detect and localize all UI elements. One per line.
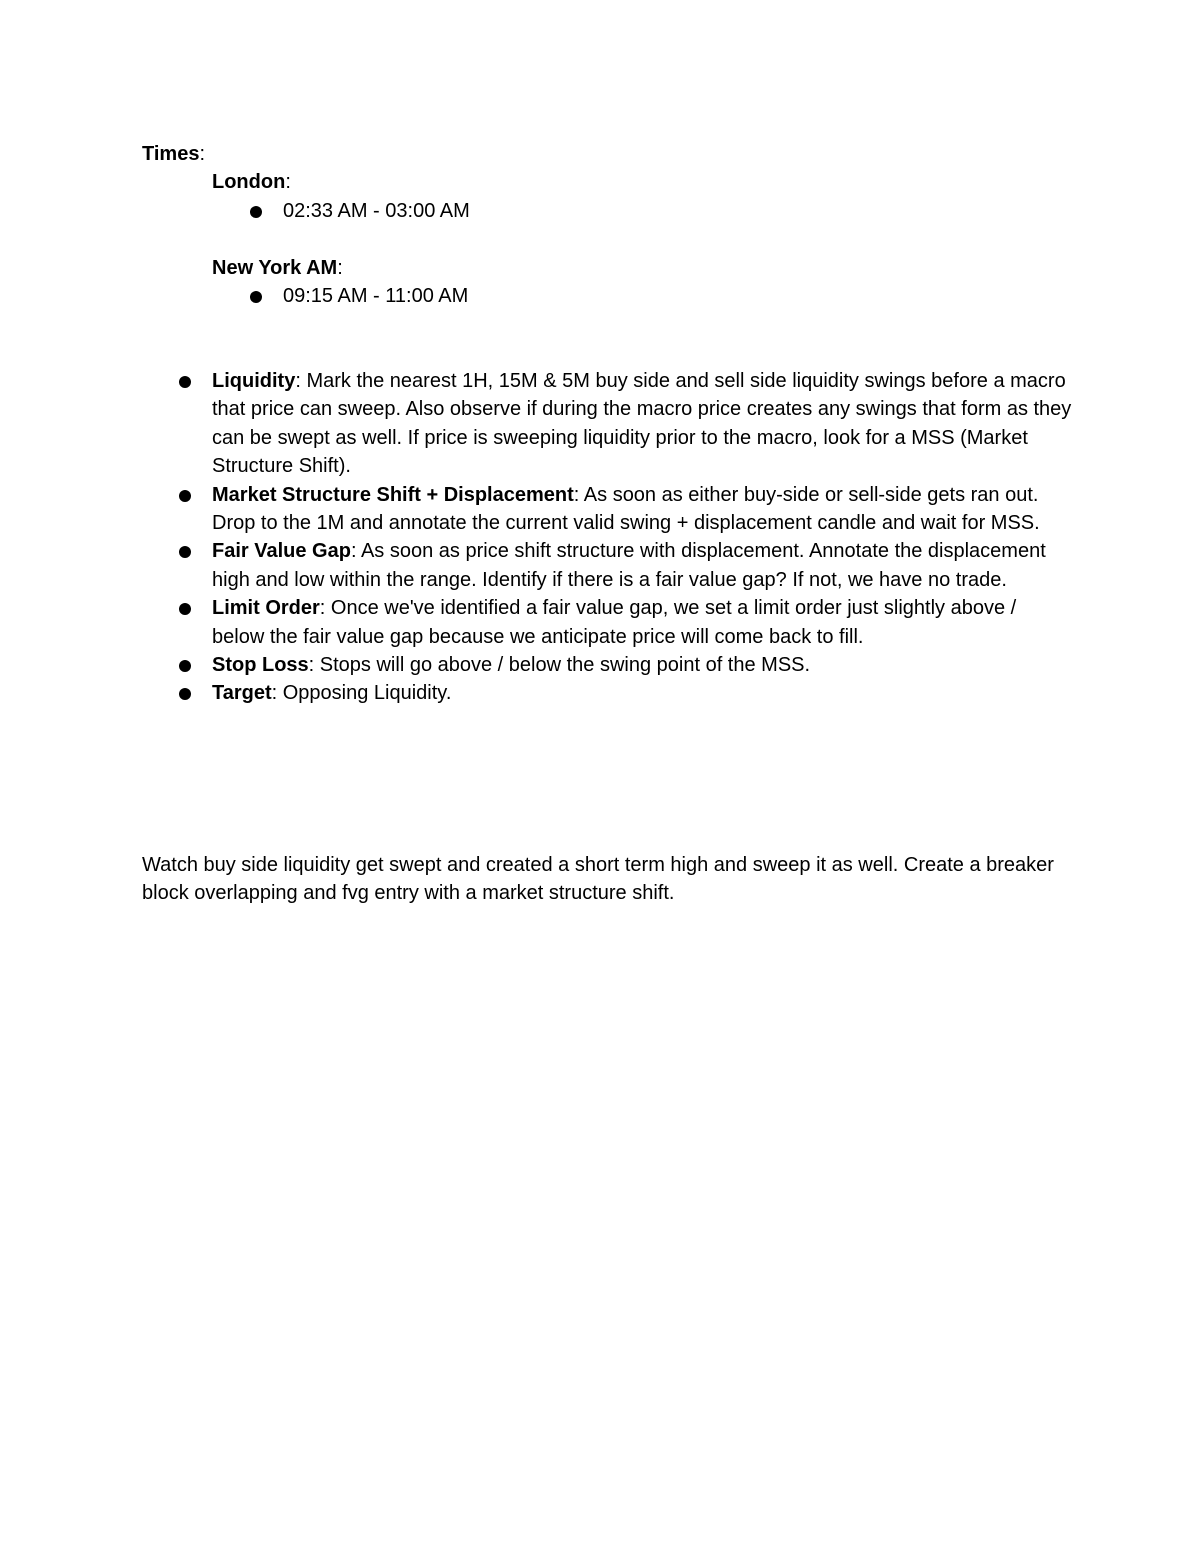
bullet-icon (179, 603, 191, 615)
session-london-title (212, 168, 291, 196)
times-heading-colon: : (199, 143, 206, 165)
bullet-icon (179, 490, 191, 502)
rule-target (0, 679, 1072, 707)
rule-term: Market Structure Shift + Displacement (212, 483, 574, 506)
bullet-icon (179, 376, 191, 388)
rule-term: Liquidity (212, 370, 296, 392)
rules-list (0, 367, 1200, 708)
times-heading (142, 140, 205, 168)
rule-market-structure-shift (0, 481, 1072, 538)
session-new-york-time: 09:15 AM - 11:00 AM (283, 285, 469, 307)
session-london-name: London (212, 171, 286, 193)
bullet-icon (179, 546, 191, 558)
rule-fair-value-gap (0, 537, 1072, 594)
rule-text: : As soon as either buy-side or sell-side gets ran out. Drop to the 1M and annotate the current valid swing + displacement candle and wait for MSS. (212, 483, 1040, 535)
rule-term: Target (212, 682, 272, 705)
rule-text: : Stops will go above / below the swing point of the MSS. (308, 654, 811, 677)
rule-stop-loss (0, 651, 1072, 679)
session-new-york-name: New York AM (212, 257, 338, 279)
rule-limit-order (0, 594, 1072, 651)
times-heading-label: Times (142, 143, 200, 165)
session-new-york-title (212, 254, 343, 282)
rule-term: Limit Order (212, 597, 320, 620)
bullet-icon (250, 206, 262, 218)
session-london-time: 02:33 AM - 03:00 AM (283, 200, 470, 222)
rule-text: : As soon as price shift structure with displacement. Annotate the displacement high and low within the range. Identify if there is a fair value gap? If not, we have no trade. (212, 540, 1046, 591)
session-london-colon: : (285, 171, 291, 193)
rule-text: : Once we've identified a fair value gap, we set a limit order just slightly above / below the fair value gap because we anticipate price will come back to fill. (212, 597, 1017, 648)
closing-note: Watch buy side liquidity get swept and created a short term high and sweep it as well. Create a breaker block overlapping and fvg entry with a market structure shift. (142, 854, 1054, 905)
bullet-icon (179, 688, 191, 700)
bullet-icon (179, 660, 191, 672)
rule-text: : Opposing Liquidity. (271, 682, 452, 705)
bullet-icon (250, 291, 262, 303)
rule-text: : Mark the nearest 1H, 15M & 5M buy side and sell side liquidity swings before a macro that price can sweep. Also observe if during the macro price creates any swings that form as they can be swept as well. If price is sweeping liquidity prior to the macro, look for a MSS (Market Structure Shift). (212, 370, 1072, 478)
rule-term: Stop Loss (212, 654, 309, 677)
rule-term: Fair Value Gap (212, 540, 351, 563)
rule-liquidity (0, 367, 1072, 481)
session-new-york-colon: : (337, 257, 343, 279)
